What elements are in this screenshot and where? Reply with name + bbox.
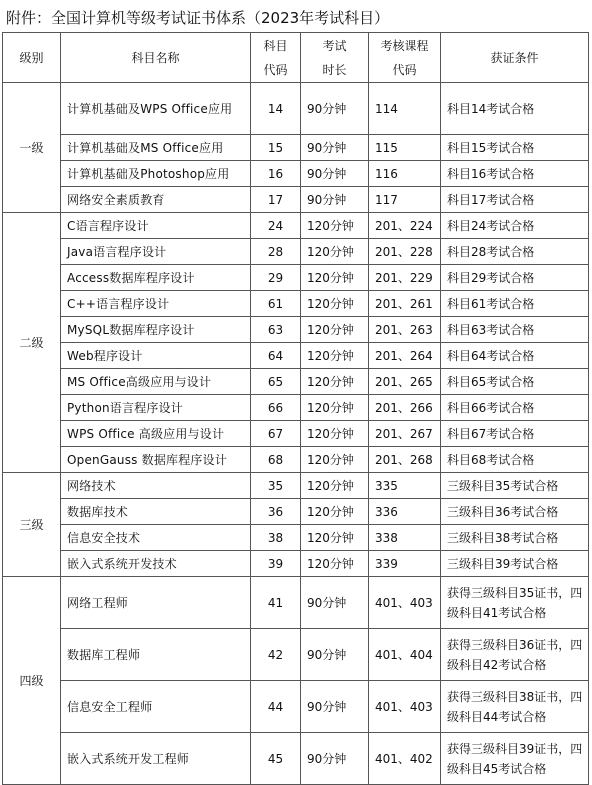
subject-code-cell: 44 (251, 681, 301, 733)
table-row (3, 135, 589, 161)
header-subject-code (251, 33, 301, 83)
table-row (3, 161, 589, 187)
subject-name-cell: WPS Office 高级应用与设计 (61, 421, 251, 447)
subject-code-cell: 63 (251, 317, 301, 343)
course-code-cell: 401、402 (369, 733, 441, 785)
subject-code-cell: 41 (251, 577, 301, 629)
course-code-cell: 114 (369, 83, 441, 135)
duration-cell: 90分钟 (301, 135, 369, 161)
subject-code-cell: 28 (251, 239, 301, 265)
condition-cell: 科目16考试合格 (441, 161, 589, 187)
table-row (3, 421, 589, 447)
duration-cell: 120分钟 (301, 551, 369, 577)
duration-cell: 120分钟 (301, 239, 369, 265)
course-code-cell: 339 (369, 551, 441, 577)
duration-cell: 120分钟 (301, 317, 369, 343)
duration-cell: 120分钟 (301, 525, 369, 551)
header-course-code-line1: 考核课程 (380, 38, 429, 53)
duration-cell: 120分钟 (301, 291, 369, 317)
header-course-code (369, 33, 441, 83)
condition-cell: 三级科目36考试合格 (441, 499, 589, 525)
subject-code-cell: 29 (251, 265, 301, 291)
condition-cell: 科目65考试合格 (441, 369, 589, 395)
certificate-table (2, 32, 589, 785)
table-row (3, 83, 589, 135)
subject-name-cell: 计算机基础及MS Office应用 (61, 135, 251, 161)
table-row (3, 239, 589, 265)
course-code-cell: 335 (369, 473, 441, 499)
subject-code-cell: 36 (251, 499, 301, 525)
subject-name-cell: 数据库工程师 (61, 629, 251, 681)
table-row (3, 213, 589, 239)
condition-cell: 三级科目38考试合格 (441, 525, 589, 551)
header-duration (301, 33, 369, 83)
duration-cell: 120分钟 (301, 499, 369, 525)
table-row (3, 473, 589, 499)
subject-code-cell: 67 (251, 421, 301, 447)
subject-code-cell: 61 (251, 291, 301, 317)
table-row (3, 291, 589, 317)
subject-name-cell: OpenGauss 数据库程序设计 (61, 447, 251, 473)
header-conditions: 获证条件 (441, 33, 589, 83)
header-duration-line2: 时长 (322, 62, 347, 77)
subject-code-cell: 24 (251, 213, 301, 239)
subject-name-cell: 嵌入式系统开发技术 (61, 551, 251, 577)
subject-code-cell: 35 (251, 473, 301, 499)
subject-code-cell: 64 (251, 343, 301, 369)
course-code-cell: 401、404 (369, 629, 441, 681)
level-cell: 一级 (3, 83, 61, 213)
condition-cell: 科目67考试合格 (441, 421, 589, 447)
duration-cell: 90分钟 (301, 161, 369, 187)
course-code-cell: 201、261 (369, 291, 441, 317)
duration-cell: 90分钟 (301, 577, 369, 629)
table-row (3, 733, 589, 785)
subject-name-cell: Web程序设计 (61, 343, 251, 369)
table-row (3, 681, 589, 733)
course-code-cell: 201、228 (369, 239, 441, 265)
page-title: 附件：全国计算机等级考试证书体系（2023年考试科目） (6, 9, 390, 27)
table-body (3, 83, 589, 785)
duration-cell: 120分钟 (301, 213, 369, 239)
condition-cell: 科目68考试合格 (441, 447, 589, 473)
course-code-cell: 401、403 (369, 681, 441, 733)
level-cell: 四级 (3, 577, 61, 785)
table-row (3, 317, 589, 343)
course-code-cell: 338 (369, 525, 441, 551)
header-duration-line1: 考试 (322, 38, 347, 53)
subject-code-cell: 65 (251, 369, 301, 395)
course-code-cell: 115 (369, 135, 441, 161)
condition-cell: 获得三级科目38证书，四级科目44考试合格 (441, 681, 589, 733)
table-row (3, 499, 589, 525)
condition-cell: 获得三级科目39证书，四级科目45考试合格 (441, 733, 589, 785)
course-code-cell: 201、267 (369, 421, 441, 447)
course-code-cell: 201、268 (369, 447, 441, 473)
subject-code-cell: 17 (251, 187, 301, 213)
duration-cell: 120分钟 (301, 265, 369, 291)
table-row (3, 577, 589, 629)
header-subject-name: 科目名称 (61, 33, 251, 83)
course-code-cell: 117 (369, 187, 441, 213)
course-code-cell: 201、265 (369, 369, 441, 395)
table-header-row (3, 33, 589, 83)
subject-name-cell: 网络安全素质教育 (61, 187, 251, 213)
subject-name-cell: C语言程序设计 (61, 213, 251, 239)
duration-cell: 90分钟 (301, 733, 369, 785)
condition-cell: 三级科目35考试合格 (441, 473, 589, 499)
subject-name-cell: 信息安全技术 (61, 525, 251, 551)
subject-code-cell: 15 (251, 135, 301, 161)
subject-code-cell: 14 (251, 83, 301, 135)
subject-code-cell: 38 (251, 525, 301, 551)
condition-cell: 科目14考试合格 (441, 83, 589, 135)
duration-cell: 120分钟 (301, 421, 369, 447)
table-row (3, 369, 589, 395)
level-cell: 三级 (3, 473, 61, 577)
table-row (3, 447, 589, 473)
condition-cell: 科目64考试合格 (441, 343, 589, 369)
subject-name-cell: 计算机基础及WPS Office应用 (61, 83, 251, 135)
course-code-cell: 201、264 (369, 343, 441, 369)
table-row (3, 525, 589, 551)
duration-cell: 90分钟 (301, 629, 369, 681)
subject-name-cell: Access数据库程序设计 (61, 265, 251, 291)
condition-cell: 获得三级科目35证书，四级科目41考试合格 (441, 577, 589, 629)
duration-cell: 120分钟 (301, 447, 369, 473)
subject-name-cell: 信息安全工程师 (61, 681, 251, 733)
subject-code-cell: 68 (251, 447, 301, 473)
header-subject-code-line2: 代码 (263, 62, 288, 77)
subject-name-cell: 网络工程师 (61, 577, 251, 629)
table-row (3, 629, 589, 681)
duration-cell: 90分钟 (301, 187, 369, 213)
table-row (3, 395, 589, 421)
subject-name-cell: 嵌入式系统开发工程师 (61, 733, 251, 785)
table-row (3, 265, 589, 291)
course-code-cell: 336 (369, 499, 441, 525)
condition-cell: 获得三级科目36证书，四级科目42考试合格 (441, 629, 589, 681)
condition-cell: 科目17考试合格 (441, 187, 589, 213)
duration-cell: 90分钟 (301, 681, 369, 733)
duration-cell: 90分钟 (301, 83, 369, 135)
duration-cell: 120分钟 (301, 395, 369, 421)
condition-cell: 科目61考试合格 (441, 291, 589, 317)
table-row (3, 551, 589, 577)
course-code-cell: 201、266 (369, 395, 441, 421)
header-course-code-line2: 代码 (392, 62, 417, 77)
course-code-cell: 201、263 (369, 317, 441, 343)
subject-code-cell: 39 (251, 551, 301, 577)
table-row (3, 187, 589, 213)
condition-cell: 三级科目39考试合格 (441, 551, 589, 577)
condition-cell: 科目15考试合格 (441, 135, 589, 161)
course-code-cell: 201、224 (369, 213, 441, 239)
header-subject-code-line1: 科目 (263, 38, 288, 53)
subject-name-cell: 网络技术 (61, 473, 251, 499)
duration-cell: 120分钟 (301, 369, 369, 395)
level-cell: 二级 (3, 213, 61, 473)
condition-cell: 科目28考试合格 (441, 239, 589, 265)
subject-code-cell: 45 (251, 733, 301, 785)
duration-cell: 120分钟 (301, 343, 369, 369)
condition-cell: 科目63考试合格 (441, 317, 589, 343)
subject-code-cell: 66 (251, 395, 301, 421)
subject-name-cell: 数据库技术 (61, 499, 251, 525)
header-level: 级别 (3, 33, 61, 83)
table-row (3, 343, 589, 369)
course-code-cell: 116 (369, 161, 441, 187)
condition-cell: 科目66考试合格 (441, 395, 589, 421)
condition-cell: 科目29考试合格 (441, 265, 589, 291)
subject-name-cell: 计算机基础及Photoshop应用 (61, 161, 251, 187)
subject-name-cell: Python语言程序设计 (61, 395, 251, 421)
subject-code-cell: 16 (251, 161, 301, 187)
subject-name-cell: MS Office高级应用与设计 (61, 369, 251, 395)
subject-name-cell: MySQL数据库程序设计 (61, 317, 251, 343)
subject-code-cell: 42 (251, 629, 301, 681)
duration-cell: 120分钟 (301, 473, 369, 499)
condition-cell: 科目24考试合格 (441, 213, 589, 239)
subject-name-cell: C++语言程序设计 (61, 291, 251, 317)
course-code-cell: 401、403 (369, 577, 441, 629)
course-code-cell: 201、229 (369, 265, 441, 291)
subject-name-cell: Java语言程序设计 (61, 239, 251, 265)
